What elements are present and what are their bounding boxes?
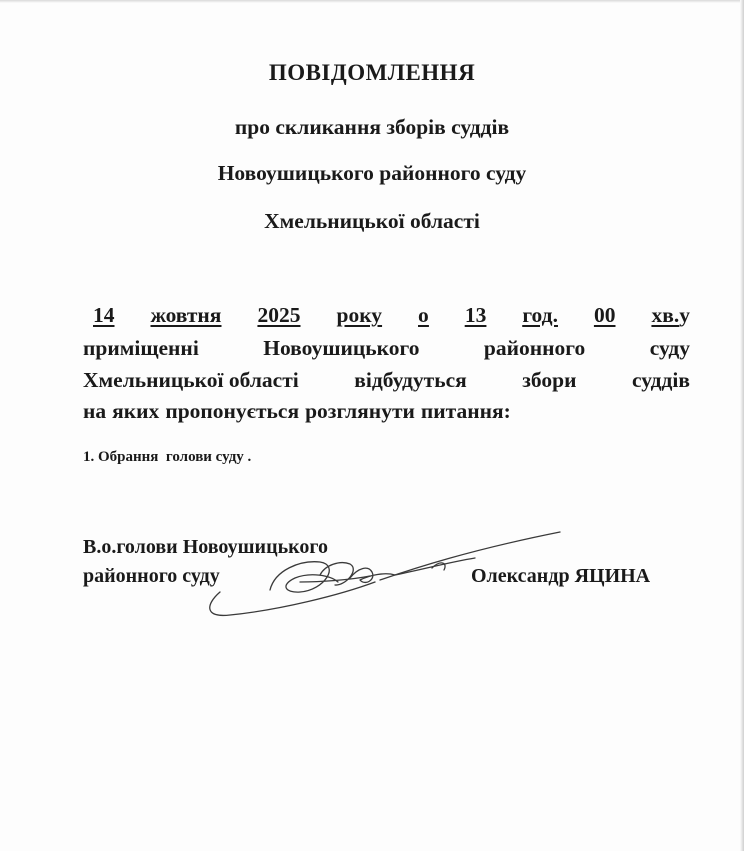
word: суддів <box>631 368 690 392</box>
word: збори <box>522 368 577 392</box>
word: Хмельницької області <box>83 368 299 392</box>
meeting-datetime <box>83 303 679 328</box>
word: відбудуться <box>354 368 467 392</box>
word: Новоушицького <box>263 336 420 360</box>
word: розглянути <box>305 399 415 423</box>
signer-name: Олександр ЯЦИНА <box>471 565 651 587</box>
body-line-1 <box>83 303 690 328</box>
word: суду <box>649 336 690 360</box>
word: питання: <box>420 399 511 423</box>
date-year-word: року <box>336 303 383 327</box>
signer-position-line-1: В.о.голови Новоушицького <box>83 536 329 558</box>
signer-position-line-2: районного суду <box>83 565 220 587</box>
word: пропонується <box>165 399 300 423</box>
body-line-1-end: у <box>679 303 690 327</box>
time-minutes: 00 <box>593 303 616 327</box>
time-prep: о <box>418 303 429 327</box>
body-line-4 <box>83 399 690 424</box>
word: яких <box>112 399 160 423</box>
subtitle-line-1: про скликання зборів суддів <box>234 115 510 139</box>
time-hour-unit: год. <box>522 303 558 327</box>
body-line-3 <box>83 368 690 393</box>
subtitle-line-2: Новоушицького районного суду <box>217 161 527 185</box>
document-title: ПОВІДОМЛЕННЯ <box>268 60 476 85</box>
handwritten-signature <box>200 520 570 620</box>
date-day: 14 <box>93 303 115 327</box>
word: приміщенні <box>83 336 199 360</box>
scan-edge-top <box>0 0 744 3</box>
time-hour: 13 <box>464 303 487 327</box>
word: районного <box>483 336 586 360</box>
time-minutes-unit: хв. <box>651 303 680 327</box>
subtitle-line-3: Хмельницької області <box>264 209 480 233</box>
body-line-2 <box>83 336 690 361</box>
date-month: жовтня <box>150 303 222 327</box>
agenda-item-1: 1. Обрання голови суду . <box>83 449 252 465</box>
date-year: 2025 <box>257 303 301 327</box>
word: на <box>83 399 107 423</box>
